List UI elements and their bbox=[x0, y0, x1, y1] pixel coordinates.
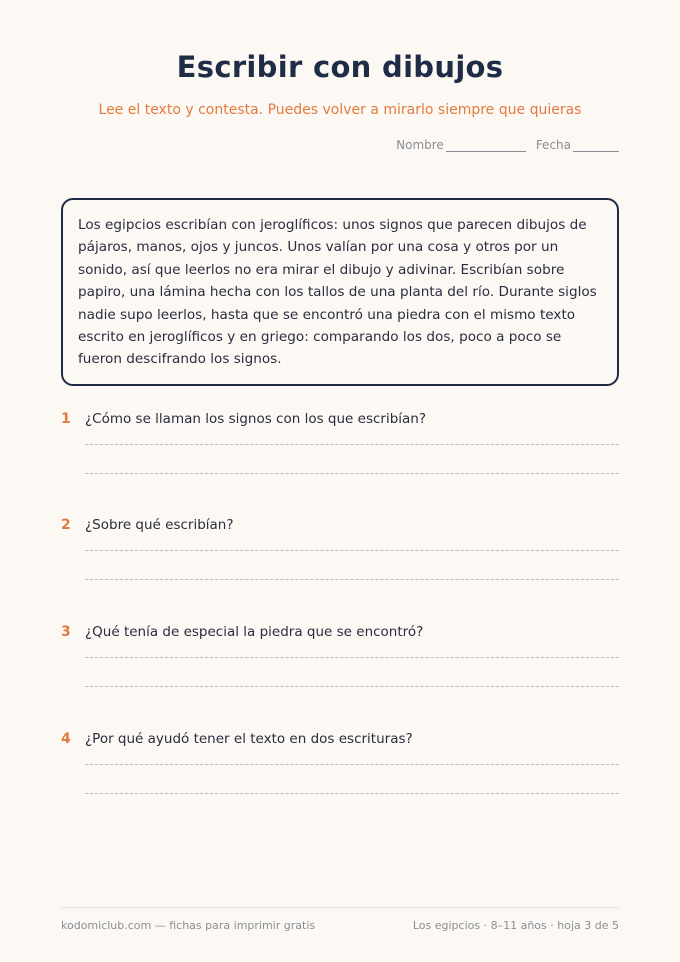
question-text: ¿Cómo se llaman los signos con los que escribían? bbox=[85, 411, 427, 427]
question-3 bbox=[61, 624, 619, 640]
question-text: ¿Qué tenía de especial la piedra que se encontró? bbox=[85, 624, 424, 640]
answer-line[interactable] bbox=[85, 764, 619, 765]
answer-line[interactable] bbox=[85, 657, 619, 658]
answer-line[interactable] bbox=[85, 444, 619, 445]
question-number: 2 bbox=[61, 517, 71, 533]
name-field[interactable] bbox=[396, 138, 526, 152]
question-number: 4 bbox=[61, 731, 71, 747]
question-1 bbox=[61, 411, 619, 427]
answer-line[interactable] bbox=[85, 473, 619, 474]
answer-line[interactable] bbox=[85, 550, 619, 551]
footer-sheet-info: Los egipcios · 8–11 años · hoja 3 de 5 bbox=[412, 919, 619, 932]
question-4 bbox=[61, 731, 619, 747]
answer-line[interactable] bbox=[85, 579, 619, 580]
footer-divider bbox=[61, 907, 619, 908]
question-text: ¿Por qué ayudó tener el texto en dos escrituras? bbox=[85, 731, 413, 747]
instructions-subtitle: Lee el texto y contesta. Puedes volver a mirarlo siempre que quieras bbox=[98, 102, 582, 118]
question-2 bbox=[61, 517, 619, 533]
answer-line[interactable] bbox=[85, 793, 619, 794]
date-label: Fecha bbox=[535, 138, 571, 152]
answer-line[interactable] bbox=[85, 686, 619, 687]
name-blank[interactable] bbox=[446, 139, 526, 152]
date-field[interactable] bbox=[536, 138, 619, 152]
question-text: ¿Sobre qué escribían? bbox=[85, 517, 234, 533]
date-blank[interactable] bbox=[573, 139, 619, 152]
reading-passage-box bbox=[61, 198, 619, 386]
question-number: 1 bbox=[61, 411, 71, 427]
reading-passage-text: Los egipcios escribían con jeroglíficos: unos signos que parecen dibujos de pájaros, manos, ojos y juncos. Unos valían por una cosa y otros por un sonido, así que leerlos no era mirar el dibujo y adivinar. Escribían sobre papiro, una lámina hecha con los tallos de una planta del río. Durante siglos nadie supo leerlos, hasta que se encontró una piedra con el mismo texto escrito en jeroglíficos y en griego: comparando los dos, poco a poco se fueron descifrando los signos. bbox=[78, 217, 597, 368]
name-label: Nombre bbox=[396, 138, 444, 152]
question-number: 3 bbox=[61, 624, 71, 640]
student-info bbox=[396, 138, 619, 152]
footer-site-credit: kodomiclub.com — fichas para imprimir gratis bbox=[61, 919, 316, 932]
page-title: Escribir con dibujos bbox=[176, 50, 504, 84]
